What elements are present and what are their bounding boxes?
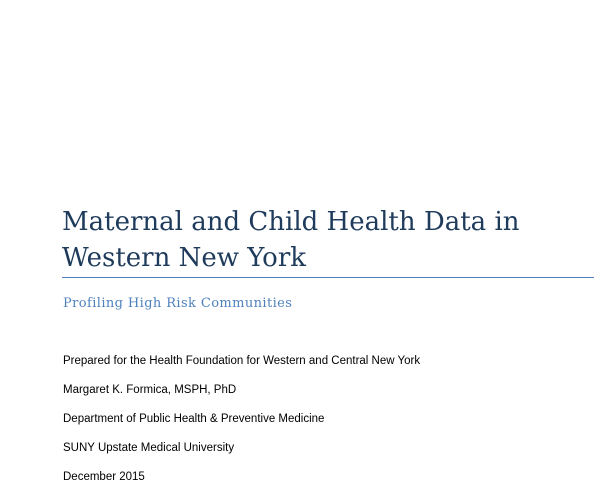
document-title — [62, 204, 594, 276]
title-block — [62, 204, 594, 276]
department-line: Department of Public Health & Preventive Medicine — [63, 413, 325, 425]
prepared-for-line: Prepared for the Health Foundation for Western and Central New York — [63, 355, 421, 367]
title-divider — [62, 277, 594, 278]
author-line: Margaret K. Formica, MSPH, PhD — [63, 384, 237, 396]
date-line: December 2015 — [63, 471, 145, 483]
document-subtitle: Profiling High Risk Communities — [63, 296, 293, 311]
document-title-line-1: Maternal and Child Health Data in — [62, 207, 520, 237]
institution-line: SUNY Upstate Medical University — [63, 442, 235, 454]
document-title-line-2: Western New York — [62, 243, 307, 273]
